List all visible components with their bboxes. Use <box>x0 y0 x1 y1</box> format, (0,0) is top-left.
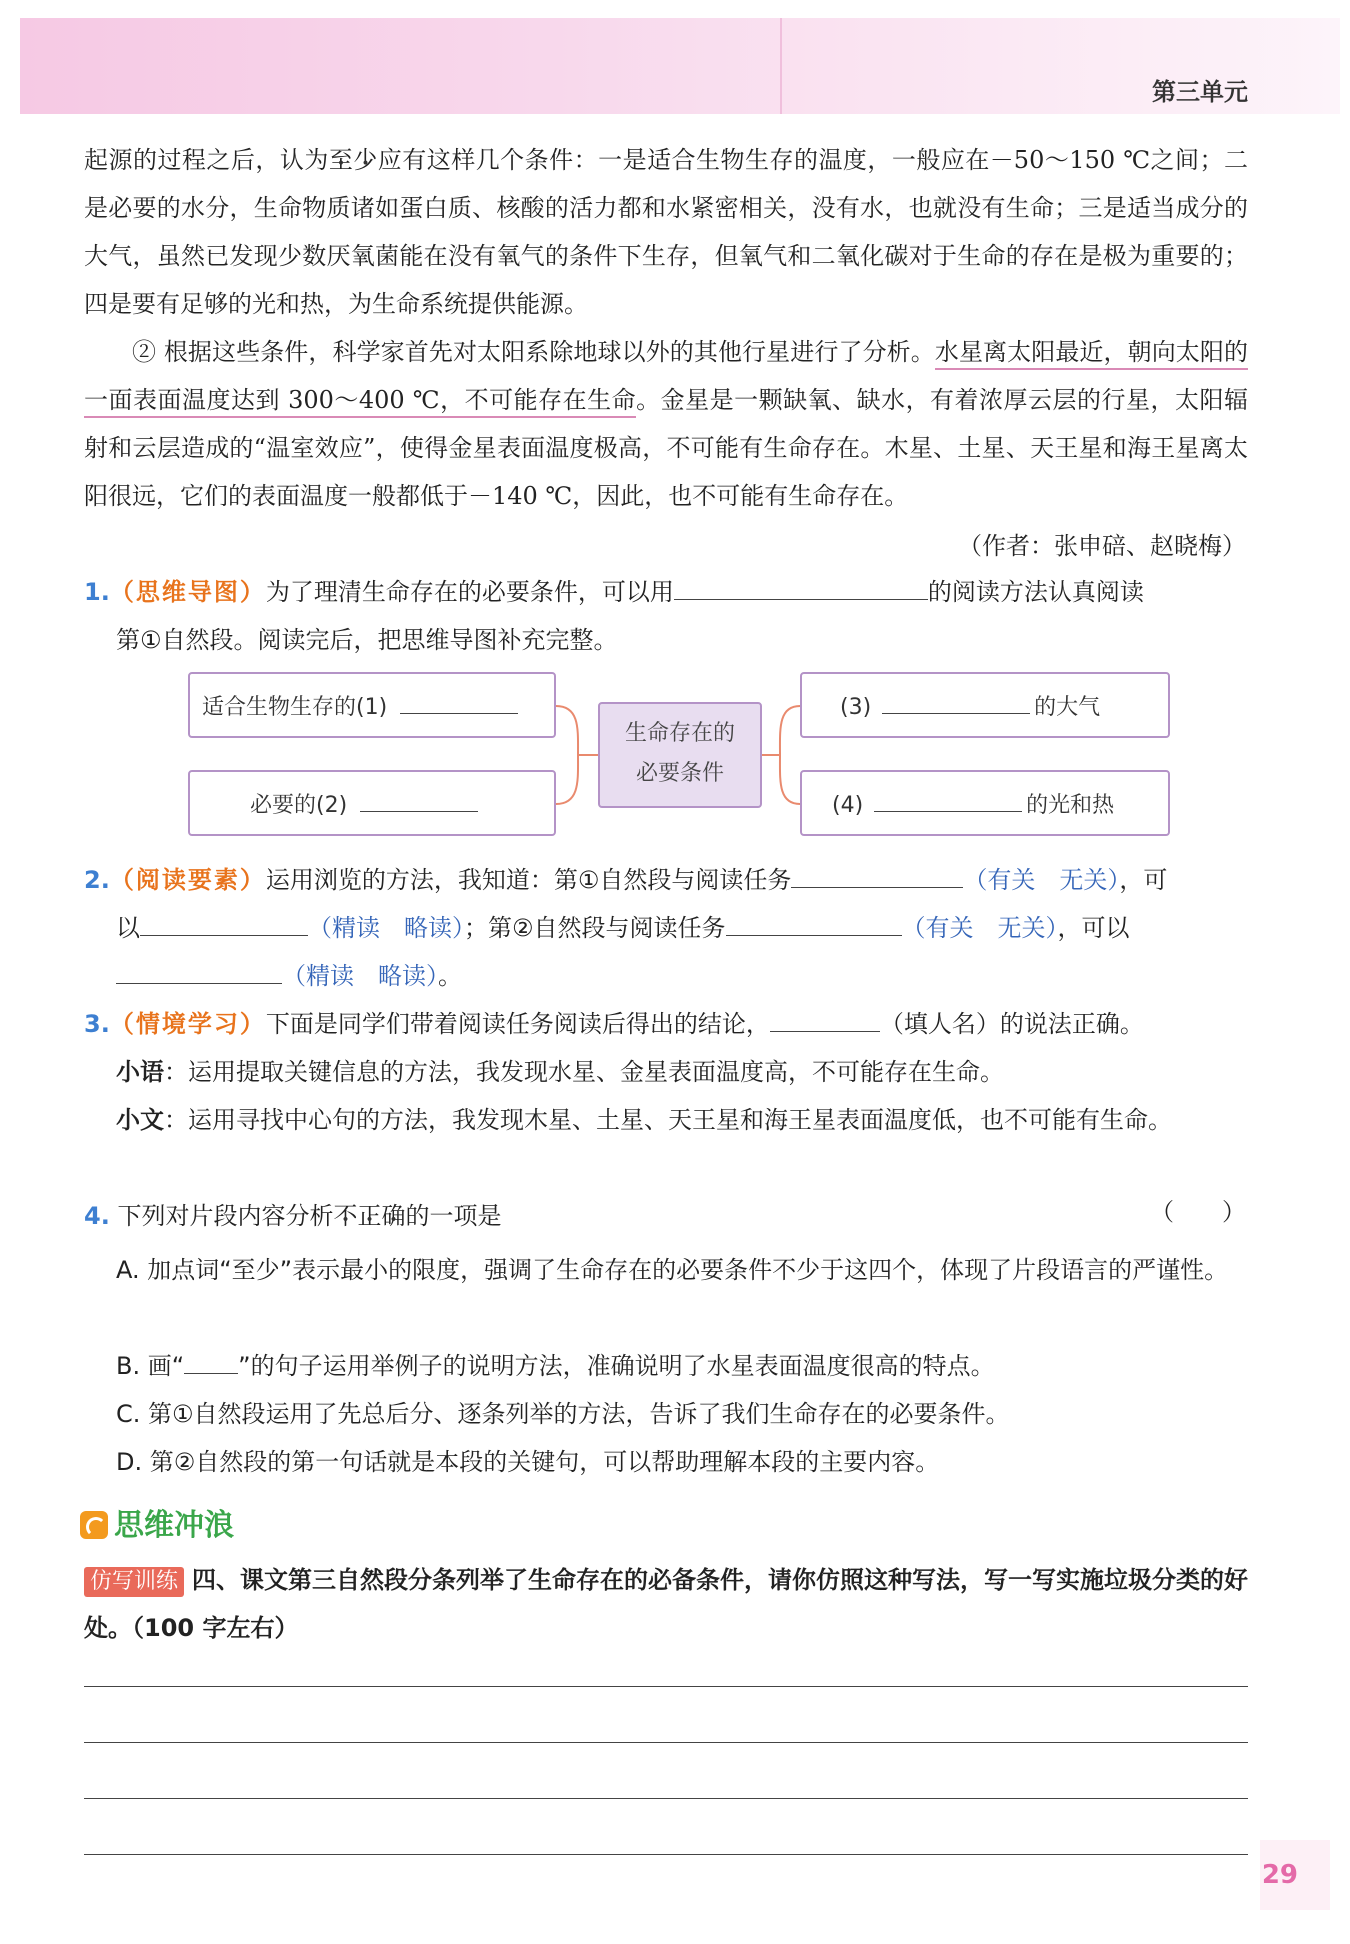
answer-blank[interactable] <box>726 913 902 936</box>
mindmap-box-3: (3) 的大气 <box>800 672 1170 738</box>
page-number: 29 <box>1261 1860 1298 1890</box>
practice-tag: 仿写训练 <box>84 1567 184 1597</box>
emphasis-dot-char: 少 • <box>353 146 377 174</box>
passage-paragraph-1: 起源的过程之后，认为至 •少 •应有这样几个条件：一是适合生物生存的温度，一般应在－50～150 ℃之间；二是必要的水分，生命物质诸如蛋白质、核酸的活力都和水紧密相关，没有水，也就没有生命；三是适当成分的大气，虽然已发现少数厌氧菌能在没有氧气的条件下生存，但氧气和二氧化碳对于生命的存在是极为重要的；四是要有足够的光和热，为生命系统提供能源。 <box>84 136 1248 328</box>
speaker-xiaoyu: 小语 <box>116 1058 164 1086</box>
section-heading: 思维冲浪 <box>80 1500 234 1544</box>
option-a[interactable]: A. 加点词“至少”表示最小的限度，强调了生命存在的必要条件不少于这四个，体现了片段语言的严谨性。 <box>116 1256 1229 1284</box>
writing-prompt: 仿写训练 四、课文第三自然段分条列举了生命存在的必备条件，请你仿照这种写法，写一写实施垃圾分类的好处。（100 字左右） <box>84 1566 1249 1642</box>
author-credit: （作者：张申碚、赵晓梅） <box>958 532 1246 560</box>
writing-line-2[interactable] <box>84 1742 1248 1743</box>
mindmap-box-1: 适合生物生存的(1) <box>188 672 556 738</box>
question-tag: （情境学习） <box>109 1010 266 1038</box>
answer-blank[interactable] <box>882 691 1030 714</box>
question-tag: （阅读要素） <box>109 866 266 894</box>
unit-title: 第三单元 <box>1152 78 1248 106</box>
option-d[interactable]: D. 第②自然段的第一句话就是本段的关键句，可以帮助理解本段的主要内容。 <box>116 1448 940 1476</box>
question-3: 3.（情境学习）下面是同学们带着阅读任务阅读后得出的结论， （填人名）的说法正确。 小语：运用提取关键信息的方法，我发现水星、金星表面温度高，不可能存在生命。 小文：运用寻找中心句的方法，我发现木星、土星、天王星和海王星表面温度低，也不可能有生命。 <box>84 1010 1172 1134</box>
answer-blank[interactable] <box>770 1009 880 1032</box>
answer-blank[interactable] <box>400 691 518 714</box>
option-c[interactable]: C. 第①自然段运用了先总后分、逐条列举的方法，告诉了我们生命存在的必要条件。 <box>116 1400 1010 1428</box>
emphasis-dot-char: 确 • <box>381 1202 405 1230</box>
speaker-xiaowen: 小文 <box>116 1106 164 1134</box>
underlined-sentence: 水星离太阳最近，朝向太阳的一面表面温度达到 300～400 ℃，不可能存在生命 <box>84 338 1248 418</box>
answer-blank[interactable] <box>874 789 1022 812</box>
question-number: 3. <box>84 1010 110 1038</box>
question-2: 2.（阅读要素）运用浏览的方法，我知道：第①自然段与阅读任务 （有关 无关），可 以 （精读 略读）；第②自然段与阅读任务 （有关 无关），可以 （精读 略读）。 <box>84 866 1168 990</box>
answer-blank[interactable] <box>360 789 478 812</box>
question-tag: （思维导图） <box>109 578 266 606</box>
writing-line-1[interactable] <box>84 1686 1248 1687</box>
question-1: 1.（思维导图）为了理清生命存在的必要条件，可以用 的阅读方法认真阅读 第①自然段。阅读完后，把思维导图补充完整。 <box>84 578 1144 654</box>
writing-line-4[interactable] <box>84 1854 1248 1855</box>
answer-blank[interactable] <box>116 961 282 984</box>
underline-sample <box>184 1351 238 1374</box>
writing-line-3[interactable] <box>84 1798 1248 1799</box>
emphasis-dot-char: 正 • <box>357 1202 381 1230</box>
mindmap-box-2: 必要的(2) <box>188 770 556 836</box>
question-4: 4. 下列对片段内容分析不 •正 •确 •的一项是 <box>84 1192 1248 1240</box>
option-b[interactable]: B. 画“ ”的句子运用举例子的说明方法，准确说明了水星表面温度很高的特点。 <box>116 1352 995 1380</box>
question-number: 1. <box>84 578 110 606</box>
mindmap-center: 生命存在的 必要条件 <box>598 702 762 808</box>
emphasis-dot-char: 至 • <box>329 146 353 174</box>
answer-blank[interactable] <box>140 913 308 936</box>
answer-blank[interactable] <box>791 865 963 888</box>
answer-paren[interactable]: （ ） <box>1150 1198 1246 1226</box>
question-number: 2. <box>84 866 110 894</box>
wave-icon <box>80 1511 108 1539</box>
emphasis-dot-char: 不 • <box>333 1202 357 1230</box>
question-number: 4. <box>84 1202 110 1230</box>
mindmap-box-4: (4) 的光和热 <box>800 770 1170 836</box>
passage-paragraph-2: ② 根据这些条件，科学家首先对太阳系除地球以外的其他行星进行了分析。水星离太阳最近，朝向太阳的一面表面温度达到 300～400 ℃，不可能存在生命。金星是一颗缺氧、缺水，有着浓厚云层的行星，太阳辐射和云层造成的“温室效应”，使得金星表面温度极高，不可能有生命存在。木星、土星、天王星和海王星离太阳很远，它们的表面温度一般都低于－140 ℃，因此，也不可能有生命存在。 <box>84 338 1248 510</box>
